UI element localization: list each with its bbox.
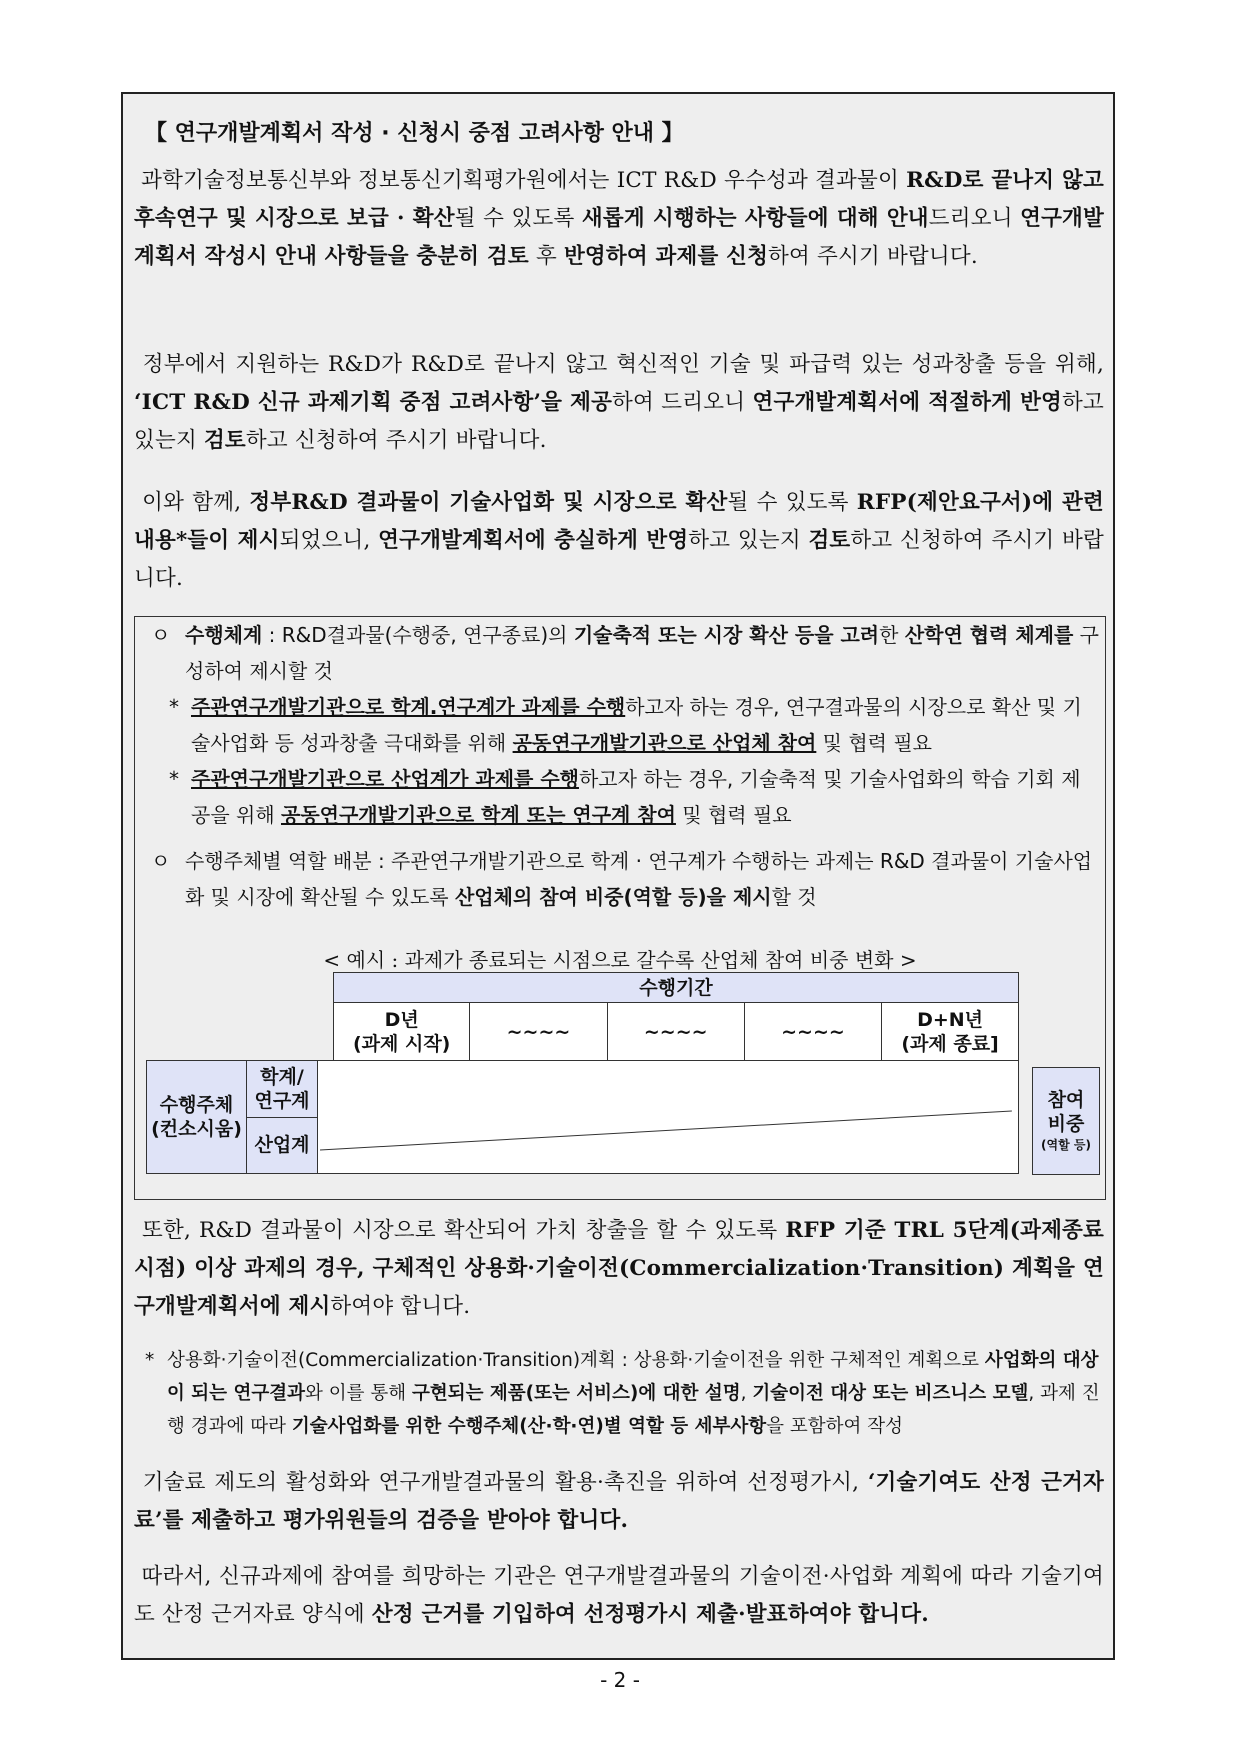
participation-trend-cell (318, 1061, 1019, 1174)
item2-text-b: R&D 결과물이 기술사업화 및 시장에 확산될 수 있도록 (185, 849, 1093, 909)
col-start-line2: (과제 시작) (352, 1032, 451, 1055)
commercialization-footnote (145, 1344, 1103, 1443)
paragraph-intro (134, 162, 1104, 276)
p3-text-i: 하고 신청하여 주시기 바랍니다. (134, 528, 1104, 591)
asterisk-icon: * (169, 767, 179, 791)
row-group-line2: (컨소시움) (151, 1118, 242, 1140)
paragraph-submission (134, 1558, 1104, 1634)
p6-text-a: 따라서, 신규과제에 참여를 희망하는 기관은 연구개발결과물의 기술이전·사업화 계획에 따라 기술기여도 산정 근거자료 양식에 (134, 1564, 1104, 1627)
fn-text-c: 와 이를 통해 (304, 1383, 412, 1404)
col-mid-1: ~~~~ (470, 1003, 607, 1061)
fn-bold-d: 구현되는 제품(또는 서비스)에 대한 설명 (411, 1383, 741, 1404)
example-caption: < 예시 : 과제가 종료되는 시점으로 갈수록 산업체 참여 비중 변화 > (323, 948, 917, 972)
notice-heading: 【 연구개발계획서 작성 · 신청시 중점 고려사항 안내 】 (145, 121, 684, 146)
p3-bold-b: 정부R&D 결과물이 기술사업화 및 시장으로 확산 (249, 490, 728, 515)
trend-line (320, 1111, 1012, 1150)
rfp-detail-box (134, 616, 1106, 1200)
note-industry-lead (169, 761, 1099, 833)
p1-text-i: 하여 주시기 바랍니다. (768, 244, 978, 269)
p1-bold-d: 새롭게 시행하는 사항들에 대해 안내 (581, 206, 929, 231)
col-start (334, 1003, 470, 1061)
p1-text-a: 과학기술정보통신부와 정보통신기획평가원에서는 ICT R&D 우수성과 결과물이 (141, 168, 907, 193)
item2-text-d: 할 것 (771, 885, 817, 909)
p3-text-g: 하고 있는지 (688, 528, 809, 553)
note2-bold-a: 주관연구개발기관으로 산업계가 과제를 수행 (191, 767, 579, 791)
asterisk-icon: * (169, 695, 179, 719)
p1-text-g: 후 (528, 244, 564, 269)
item1-text-b: : R&D결과물(수행중, 연구종료)의 (262, 623, 574, 647)
fn-bold-b: 사업화의 대상이 되는 연구결과 (167, 1350, 1099, 1404)
col-end (882, 1003, 1019, 1061)
item1-bold-e: 산학연 협력 체계를 (904, 623, 1074, 647)
p5-bold-b: ‘기술기여도 산정 근거자료’를 제출하고 평가위원들의 검증을 받아야 합니다. (134, 1470, 1104, 1533)
paragraph-royalty (134, 1464, 1104, 1540)
p1-bold-h: 반영하여 과제를 신청 (563, 244, 769, 269)
row-industry-label: 산업계 (247, 1117, 318, 1174)
p1-bold-f: 연구개발계획서 작성시 안내 사항들을 충분히 검토 (134, 206, 1104, 269)
note1-bold-c: 공동연구개발기관으로 산업체 참여 (512, 731, 817, 755)
trend-line-graphic (318, 1061, 1018, 1173)
p4-text-c: 하여야 합니다. (330, 1294, 471, 1319)
period-header: 수행기간 (334, 973, 1019, 1003)
p4-text-a: 또한, R&D 결과물이 시장으로 확산되어 가치 창출을 할 수 있도록 (142, 1218, 786, 1243)
p2-text-c: 하여 드리오니 (612, 390, 753, 415)
fn-text-a: 상용화·기술이전(Commercialization·Transition)계획 : 상용화·기술이전을 위한 구체적인 계획으로 (167, 1350, 985, 1371)
p5-text-a: 기술료 제도의 활성화와 연구개발결과물의 활용·촉진을 위하여 선정평가시, (142, 1470, 868, 1495)
p2-bold-f: 검토 (203, 428, 246, 453)
fn-bold-h: 기술사업화를 위한 수행주체(산·학·연)별 역할 등 세부사항 (291, 1416, 767, 1437)
side-line3: (역할 등) (1041, 1138, 1091, 1152)
col-mid-2: ~~~~ (607, 1003, 744, 1061)
p1-text-c: 될 수 있도록 (454, 206, 582, 231)
note2-bold-c: 공동연구개발기관으로 학계 또는 연구계 참여 (281, 803, 676, 827)
p4-bold-b: RFP 기준 TRL 5단계(과제종료시점) 이상 과제의 경우, 구체적인 상용화·기술이전(Commercialization·Transition) 계획을 연구개발계획서에 제시 (134, 1218, 1104, 1319)
p6-bold-b: 산정 근거를 기입하여 선정평가시 제출·발표하여야 합니다. (371, 1602, 929, 1627)
p3-bold-d: RFP(제안요구서)에 관련 내용*들이 제시 (134, 490, 1104, 553)
side-line1: 참여 (1047, 1089, 1085, 1111)
asterisk-icon: * (145, 1350, 155, 1371)
row-group-line1: 수행주체 (159, 1094, 234, 1116)
row-academia-line2: 연구계 (254, 1089, 310, 1112)
note1-text-d: 및 협력 필요 (816, 731, 933, 755)
p2-text-a: 정부에서 지원하는 R&D가 R&D로 끝나지 않고 혁신적인 기술 및 파급력 있는 성과창출 등을 위해, (142, 352, 1104, 377)
p3-text-a: 이와 함께, (142, 490, 250, 515)
note1-text-b: 하고자 하는 경우, 연구결과물의 시장으로 확산 및 기술사업화 등 성과창출 극대화를 위해 (191, 695, 1082, 755)
item2-text-a: 수행주체별 역할 배분 : 주관연구개발기관으로 학계 · 연구계가 수행하는 과제는 (185, 849, 874, 873)
col-start-line1: D년 (384, 1008, 419, 1031)
participation-table (146, 1060, 1019, 1174)
fn-text-e: , (740, 1383, 753, 1404)
p2-text-e: 하고 있는지 (134, 390, 1104, 453)
item1-label: 수행체계 (185, 623, 263, 647)
side-line2: 비중 (1047, 1113, 1085, 1135)
p2-bold-b: ‘ICT R&D 신규 과제기획 중점 고려사항’을 제공 (134, 390, 613, 415)
p2-bold-d: 연구개발계획서에 적절하게 반영 (752, 390, 1063, 415)
col-mid-3: ~~~~ (744, 1003, 881, 1061)
p1-text-e: 드리오니 (928, 206, 1021, 231)
p3-text-c: 될 수 있도록 (727, 490, 857, 515)
note-academia-lead (169, 689, 1099, 761)
p1-bold-b: R&D로 끝나지 않고 후속연구 및 시장으로 보급 · 확산 (134, 168, 1104, 231)
period-header-table (333, 972, 1019, 1061)
note2-text-b: 하고자 하는 경우, 기술축적 및 기술사업화의 학습 기회 제공을 위해 (191, 767, 1081, 827)
item1-text-d: 한 (879, 623, 905, 647)
item1-text-f: 구성하여 제시할 것 (185, 623, 1099, 683)
note1-bold-a: 주관연구개발기관으로 학계.연구계가 과제를 수행 (191, 695, 626, 719)
p3-bold-f: 연구개발계획서에 충실하게 반영 (378, 528, 689, 553)
item-role-distribution (151, 843, 1099, 915)
paragraph-government-rnd (134, 346, 1104, 460)
row-academia-label (247, 1061, 318, 1118)
paragraph-commercialization (134, 1212, 1104, 1326)
col-end-line1: D+N년 (917, 1008, 984, 1031)
item2-bold-c: 산업체의 참여 비중(역할 등)을 제시 (454, 885, 772, 909)
fn-text-g: , 과제 진행 경과에 따라 (167, 1383, 1100, 1437)
paragraph-rfp (134, 484, 1104, 598)
fn-bold-f: 기술이전 대상 또는 비즈니스 모델 (752, 1383, 1029, 1404)
fn-text-i: 을 포함하여 작성 (766, 1416, 903, 1437)
participation-ratio-box (1032, 1067, 1100, 1175)
item1-bold-c: 기술축적 또는 시장 확산 등을 고려 (573, 623, 880, 647)
col-end-line2: (과제 종료] (901, 1032, 999, 1055)
item-execution-structure (151, 617, 1099, 689)
p3-text-e: 되었으니, (279, 528, 379, 553)
bullet-icon: ㅇ (151, 623, 171, 647)
bullet-icon: ㅇ (151, 849, 171, 873)
p2-text-g: 하고 신청하여 주시기 바랍니다. (245, 428, 547, 453)
row-academia-line1: 학계/ (260, 1065, 304, 1088)
row-group-label (147, 1061, 247, 1174)
notice-box (121, 92, 1115, 1660)
note2-text-d: 및 협력 필요 (675, 803, 792, 827)
page-number: - 2 - (600, 1668, 640, 1692)
p3-bold-h: 검토 (808, 528, 851, 553)
